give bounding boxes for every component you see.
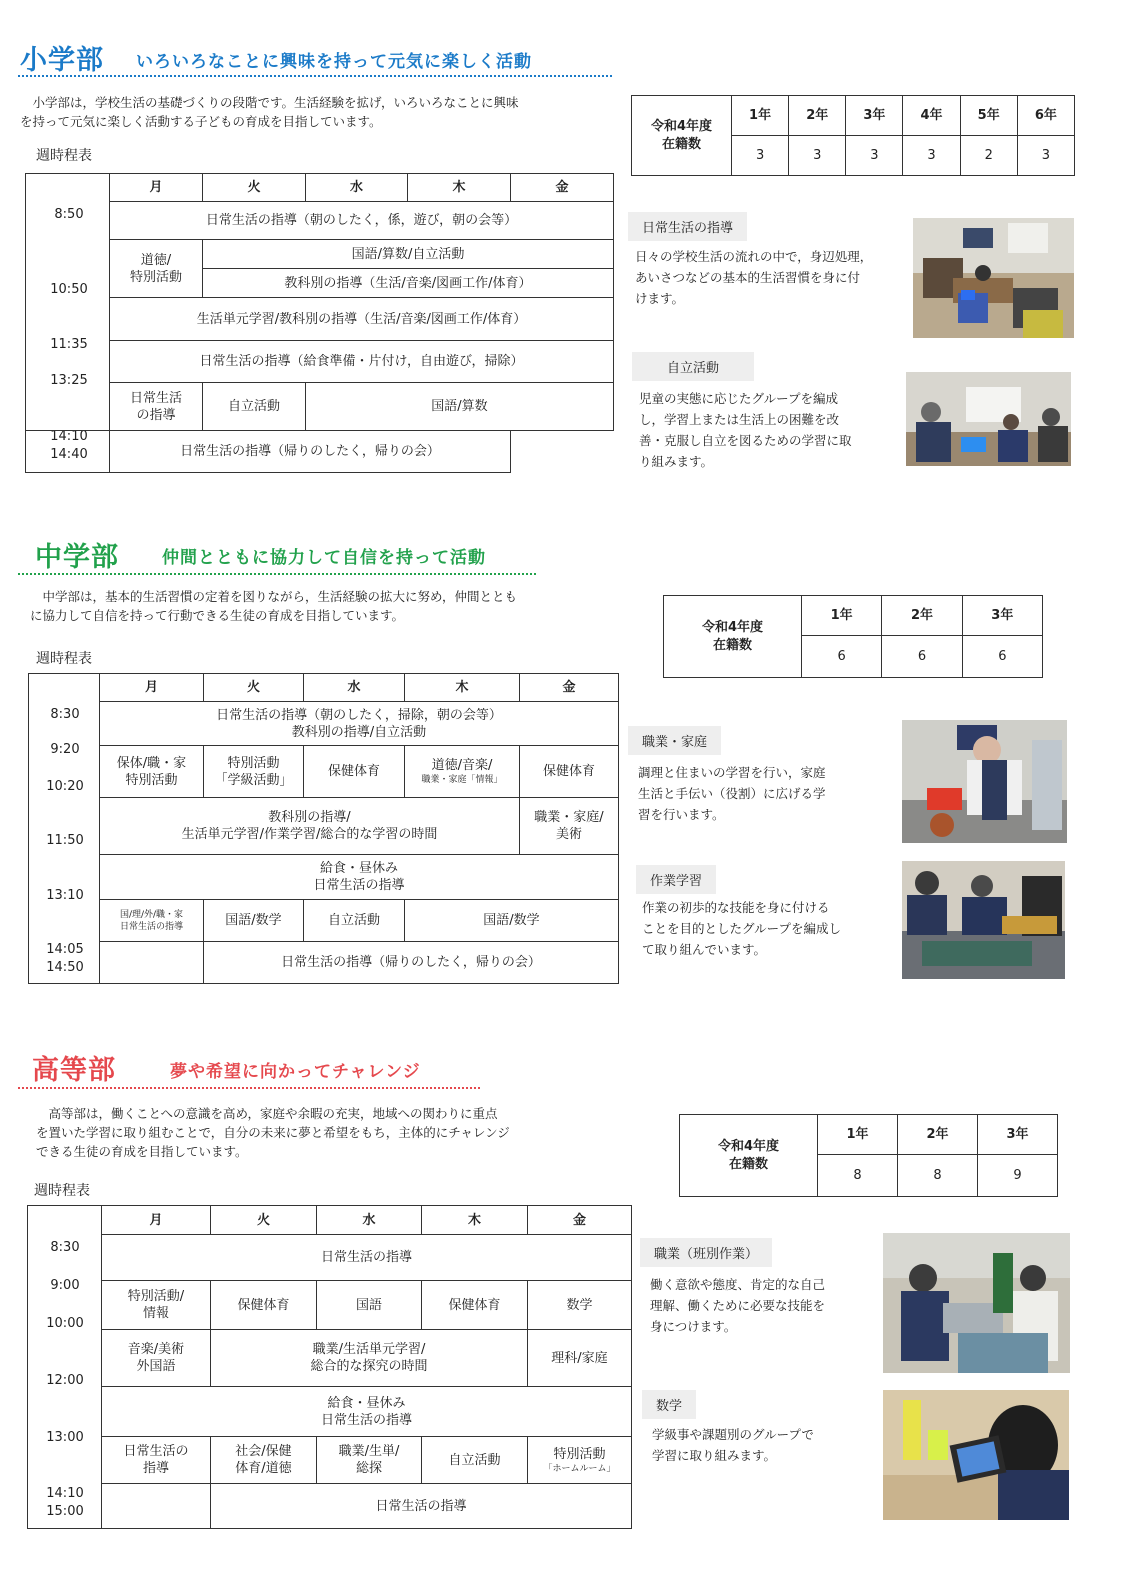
mid-intro <box>30 587 517 625</box>
day-header: 水 <box>317 1206 422 1235</box>
activity-tag: 職業・家庭 <box>628 726 721 755</box>
activity-description: 日々の学校生活の流れの中で，身辺処理， あいさつなどの基本的生活習慣を身に付 けます。 <box>635 249 873 306</box>
day-header: 金 <box>520 674 619 702</box>
enroll-count: 6 <box>882 636 962 678</box>
grade-header: 6年 <box>1017 96 1074 136</box>
high-intro-line: を置いた学習に取り組むことで，自分の未来に夢と希望をもち，主体的にチャレンジ <box>36 1125 510 1140</box>
grade-header: 3年 <box>846 96 903 136</box>
time-column <box>29 702 100 984</box>
elem-title: 小学部 <box>20 45 104 76</box>
time-label: 8:30 <box>50 707 80 722</box>
day-header: 水 <box>306 174 408 202</box>
grade-header: 3年 <box>978 1115 1058 1155</box>
time-label: 11:50 <box>46 833 84 848</box>
time-label: 13:10 <box>46 888 84 903</box>
grade-header: 2年 <box>789 96 846 136</box>
day-header: 木 <box>408 174 511 202</box>
grade-header: 5年 <box>960 96 1017 136</box>
schedule-cell: 日常生活の 指導 <box>102 1437 211 1484</box>
time-label: 14:10 <box>46 1486 84 1501</box>
schedule-cell: 国語 <box>317 1281 422 1330</box>
schedule-cell: 日常生活 の指導 <box>110 383 203 431</box>
schedule-cell: 特別活動 「ホームルーム」 <box>528 1437 632 1484</box>
enroll-count: 3 <box>1017 136 1074 176</box>
time-header <box>28 1206 102 1235</box>
time-label: 13:00 <box>46 1430 84 1445</box>
activity-tag: 作業学習 <box>636 865 716 894</box>
day-header: 水 <box>304 674 405 702</box>
schedule-cell: 保健体育 <box>304 746 405 798</box>
time-label: 12:00 <box>46 1373 84 1388</box>
day-header: 月 <box>102 1206 211 1235</box>
grade-header: 1年 <box>802 596 882 636</box>
day-header: 月 <box>100 674 204 702</box>
time-label: 15:00 <box>46 1504 84 1519</box>
schedule-cell: 職業/生活単元学習/ 総合的な探究の時間 <box>211 1330 528 1387</box>
activity-tag: 数学 <box>642 1390 696 1419</box>
schedule-cell: 保健体育 <box>520 746 619 798</box>
elem-intro-line: を持って元気に楽しく活動する子どもの育成を目指しています。 <box>20 114 382 129</box>
mid-divider <box>18 573 536 575</box>
schedule-cell: 数学 <box>528 1281 632 1330</box>
grade-header: 1年 <box>818 1115 898 1155</box>
time-label: 9:20 <box>50 742 80 757</box>
high-intro-line: できる生徒の育成を目指しています。 <box>36 1144 248 1159</box>
schedule-cell: 道徳/ 特別活動 <box>110 240 203 298</box>
enroll-label: 令和4年度 在籍数 <box>680 1115 818 1197</box>
activity-tag: 職業（班別作業） <box>640 1238 772 1267</box>
mid-intro-line: 中学部は，基本的生活習慣の定着を図りながら，生活経験の拡大に努め，仲間ととも <box>30 589 518 604</box>
activity-tag: 日常生活の指導 <box>628 212 747 241</box>
time-label: 8:30 <box>50 1240 80 1255</box>
time-column <box>28 1235 102 1529</box>
enroll-count: 8 <box>818 1155 898 1197</box>
workshop-photo <box>902 861 1065 979</box>
high-intro-line: 高等部は，働くことへの意識を高め，家庭や余暇の充実，地域への関わりに重点 <box>36 1106 498 1121</box>
classroom-photo <box>913 218 1074 338</box>
enroll-count: 3 <box>789 136 846 176</box>
schedule-cell: 教科別の指導/ 生活単元学習/作業学習/総合的な学習の時間 <box>100 798 520 855</box>
high-intro <box>36 1104 510 1161</box>
day-header: 木 <box>422 1206 528 1235</box>
schedule-cell: 教科別の指導（生活/音楽/図画工作/体育） <box>203 269 614 298</box>
mid-title: 中学部 <box>35 542 119 573</box>
time-label: 10:20 <box>46 779 84 794</box>
schedule-cell: 保健体育 <box>422 1281 528 1330</box>
enroll-count: 2 <box>960 136 1017 176</box>
schedule-cell: 自立活動 <box>304 900 405 942</box>
time-label: 14:05 <box>46 942 84 957</box>
time-label: 10:50 <box>50 282 88 297</box>
schedule-cell: 社会/保健 体育/道徳 <box>211 1437 317 1484</box>
classroom-photo <box>906 372 1071 466</box>
schedule-cell: 音楽/美術 外国語 <box>102 1330 211 1387</box>
day-header: 木 <box>405 674 520 702</box>
schedule-cell: 日常生活の指導（給食準備・片付け，自由遊び，掃除） <box>110 341 614 383</box>
enroll-count: 6 <box>802 636 882 678</box>
schedule-cell: 国語/数学 <box>204 900 304 942</box>
schedule-cell: 保体/職・家 特別活動 <box>100 746 204 798</box>
elem-intro <box>20 93 519 131</box>
mid-enrollment-table <box>663 595 1043 678</box>
schedule-cell: 給食・昼休み 日常生活の指導 <box>102 1387 632 1437</box>
activity-description: 児童の実態に応じたグループを編成 し，学習上または生活上の困難を改 善・克服し自立を図るための学習に取 り組みます。 <box>639 391 852 469</box>
high-schedule-label: 週時程表 <box>34 1183 90 1199</box>
schedule-cell-empty <box>26 431 110 473</box>
day-header: 金 <box>511 174 614 202</box>
mid-intro-line: に協力して自信を持って行動できる生徒の育成を目指しています。 <box>30 608 405 623</box>
schedule-cell: 国語/数学 <box>405 900 619 942</box>
time-label: 13:25 <box>50 373 88 388</box>
enroll-label: 令和4年度 在籍数 <box>632 96 732 176</box>
schedule-cell-empty <box>100 942 204 984</box>
elem-subtitle: いろいろなことに興味を持って元気に楽しく活動 <box>136 52 532 72</box>
time-label: 14:50 <box>46 960 84 975</box>
schedule-cell-empty <box>102 1484 211 1529</box>
schedule-cell: 給食・昼休み 日常生活の指導 <box>100 855 619 900</box>
schedule-cell: 日常生活の指導（朝のしたく，掃除，朝の会等） 教科別の指導/自立活動 <box>100 702 619 746</box>
enroll-count: 3 <box>732 136 789 176</box>
mid-schedule-table <box>28 673 619 984</box>
activity-description: 働く意欲や態度、肯定的な自己 理解、働くために必要な技能を 身につけます。 <box>650 1277 826 1334</box>
elem-intro-line: 小学部は，学校生活の基礎づくりの段階です。生活経験を拡げ，いろいろなことに興味 <box>20 95 519 110</box>
grade-header: 4年 <box>903 96 960 136</box>
grade-header: 2年 <box>882 596 962 636</box>
schedule-cell: 自立活動 <box>422 1437 528 1484</box>
day-header: 金 <box>528 1206 632 1235</box>
schedule-cell: 国/理/外/職・家 日常生活の指導 <box>100 900 204 942</box>
high-title: 高等部 <box>32 1055 116 1086</box>
cooking-photo <box>902 720 1067 843</box>
grade-header: 1年 <box>732 96 789 136</box>
time-label: 14:10 <box>50 429 88 444</box>
schedule-cell: 特別活動 「学級活動」 <box>204 746 304 798</box>
schedule-cell: 日常生活の指導 <box>211 1484 632 1529</box>
schedule-cell: 日常生活の指導（朝のしたく，係，遊び，朝の会等） <box>110 202 614 240</box>
time-column <box>26 202 110 431</box>
enroll-count: 6 <box>962 636 1042 678</box>
schedule-cell: 理科/家庭 <box>528 1330 632 1387</box>
day-header: 火 <box>211 1206 317 1235</box>
elem-schedule-label: 週時程表 <box>36 148 92 164</box>
schedule-cell: 保健体育 <box>211 1281 317 1330</box>
enroll-count: 3 <box>903 136 960 176</box>
elem-enrollment-table <box>631 95 1075 176</box>
activity-description: 調理と住まいの学習を行い，家庭 生活と手伝い（役割）に広げる学 習を行います。 <box>638 765 826 822</box>
schedule-cell: 日常生活の指導 <box>102 1235 632 1281</box>
elem-divider <box>18 75 612 77</box>
grade-header: 2年 <box>898 1115 978 1155</box>
work-photo <box>883 1233 1070 1373</box>
mid-schedule-label: 週時程表 <box>36 651 92 667</box>
enroll-count: 8 <box>898 1155 978 1197</box>
activity-description: 学級事や課題別のグループで 学習に取り組みます。 <box>652 1427 814 1463</box>
high-enrollment-table <box>679 1114 1058 1197</box>
activity-description: 作業の初歩的な技能を身に付ける ことを目的としたグループを編成し て取り組んでいます。 <box>642 900 842 957</box>
schedule-cell: 自立活動 <box>203 383 306 431</box>
schedule-cell: 国語/算数/自立活動 <box>203 240 614 269</box>
schedule-cell: 日常生活の指導（帰りのしたく，帰りの会） <box>110 431 511 473</box>
schedule-cell: 職業/生単/ 総探 <box>317 1437 422 1484</box>
time-label: 14:40 <box>50 447 88 462</box>
schedule-cell: 道徳/音楽/ 職業・家庭「情報」 <box>405 746 520 798</box>
time-header <box>29 674 100 702</box>
enroll-label: 令和4年度 在籍数 <box>664 596 802 678</box>
high-subtitle: 夢や希望に向かってチャレンジ <box>170 1062 421 1082</box>
day-header: 火 <box>204 674 304 702</box>
day-header: 火 <box>203 174 306 202</box>
schedule-cell: 職業・家庭/ 美術 <box>520 798 619 855</box>
time-header <box>26 174 110 202</box>
day-header: 月 <box>110 174 203 202</box>
high-schedule-table <box>27 1205 632 1529</box>
schedule-cell: 日常生活の指導（帰りのしたく，帰りの会） <box>204 942 619 984</box>
math-photo <box>883 1390 1069 1520</box>
time-label: 11:35 <box>50 337 88 352</box>
enroll-count: 3 <box>846 136 903 176</box>
activity-tag: 自立活動 <box>632 352 754 381</box>
mid-subtitle: 仲間とともに協力して自信を持って活動 <box>162 548 486 568</box>
time-label: 8:50 <box>54 207 84 222</box>
time-label: 9:00 <box>50 1278 80 1293</box>
grade-header: 3年 <box>962 596 1042 636</box>
schedule-cell: 国語/算数 <box>306 383 614 431</box>
time-label: 10:00 <box>46 1316 84 1331</box>
schedule-cell: 特別活動/ 情報 <box>102 1281 211 1330</box>
elem-schedule-table <box>25 173 614 473</box>
high-divider <box>18 1087 480 1089</box>
enroll-count: 9 <box>978 1155 1058 1197</box>
schedule-cell: 生活単元学習/教科別の指導（生活/音楽/図画工作/体育） <box>110 298 614 341</box>
